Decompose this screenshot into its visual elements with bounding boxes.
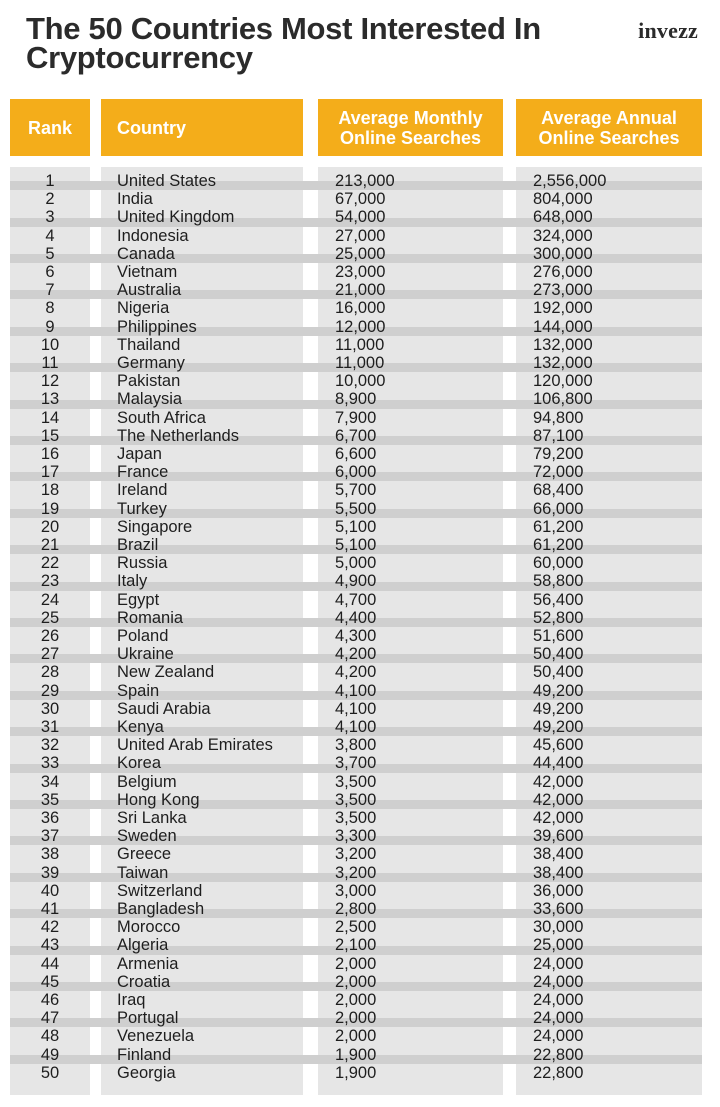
monthly-searches-cell: 3,000: [335, 881, 377, 900]
header-annual-searches: Average Annual Online Searches: [516, 99, 702, 156]
table-row: [0, 299, 720, 317]
monthly-searches-cell: 3,200: [335, 863, 377, 882]
table-row: [0, 718, 720, 736]
country-cell: Taiwan: [117, 863, 169, 882]
country-cell: Korea: [117, 754, 162, 773]
annual-searches-cell: 132,000: [533, 354, 593, 372]
header-monthly-searches: Average Monthly Online Searches: [318, 99, 503, 156]
country-cell: Morocco: [117, 918, 181, 937]
country-cell: Romania: [117, 608, 184, 627]
rank-cell: 2: [45, 190, 55, 209]
monthly-searches-cell: 3,500: [335, 809, 377, 827]
monthly-searches-cell: 213,000: [335, 172, 395, 190]
country-cell: Pakistan: [117, 372, 181, 391]
monthly-searches-cell: 2,000: [335, 972, 377, 991]
annual-searches-cell: 60,000: [533, 554, 584, 573]
country-cell: Japan: [117, 445, 162, 463]
rank-cell: 9: [45, 317, 55, 336]
rank-cell: 22: [40, 554, 60, 573]
table-row: [0, 190, 720, 208]
monthly-searches-cell: 23,000: [335, 263, 386, 281]
annual-searches-cell: 132,000: [533, 335, 593, 354]
annual-searches-cell: 106,800: [533, 390, 593, 409]
table-row: [0, 227, 720, 245]
annual-searches-cell: 39,600: [533, 827, 584, 846]
rank-cell: 18: [40, 481, 60, 500]
monthly-searches-cell: 2,000: [335, 954, 377, 973]
table-row: [0, 827, 720, 845]
monthly-searches-cell: 7,900: [335, 408, 377, 427]
monthly-searches-cell: 2,000: [335, 1027, 377, 1046]
rank-cell: 4: [45, 226, 55, 245]
table-row: [0, 518, 720, 536]
monthly-searches-cell: 27,000: [335, 226, 386, 245]
monthly-searches-cell: 4,100: [335, 681, 377, 700]
country-cell: United States: [117, 172, 217, 190]
monthly-searches-cell: 2,000: [335, 1009, 377, 1028]
country-cell: Egypt: [117, 590, 160, 609]
table-row: [0, 354, 720, 372]
table-row: [0, 791, 720, 809]
table-row: [0, 336, 720, 354]
monthly-searches-cell: 4,100: [335, 718, 377, 736]
annual-searches-cell: 22,800: [533, 1045, 584, 1064]
monthly-searches-cell: 6,700: [335, 426, 377, 445]
monthly-searches-cell: 3,700: [335, 754, 377, 773]
table-row: [0, 500, 720, 518]
country-cell: Philippines: [117, 317, 197, 336]
rank-cell: 30: [40, 699, 60, 718]
annual-searches-cell: 72,000: [533, 463, 584, 482]
annual-searches-cell: 50,400: [533, 663, 584, 682]
rank-cell: 15: [40, 426, 60, 445]
table-row: [0, 591, 720, 609]
table-row: [0, 809, 720, 827]
table-row: [0, 663, 720, 681]
rank-cell: 44: [40, 954, 60, 973]
rank-cell: 21: [40, 536, 60, 554]
table-row: [0, 845, 720, 863]
invezz-logo: invezz: [638, 18, 698, 43]
table-row: [0, 700, 720, 718]
rank-cell: 28: [40, 663, 60, 682]
table-row: [0, 991, 720, 1009]
rank-cell: 12: [40, 372, 60, 391]
country-cell: Thailand: [117, 335, 181, 354]
rank-cell: 13: [40, 390, 60, 409]
monthly-searches-cell: 3,300: [335, 827, 377, 846]
annual-searches-cell: 276,000: [533, 263, 593, 281]
monthly-searches-cell: 12,000: [335, 317, 386, 336]
monthly-searches-cell: 2,500: [335, 918, 377, 937]
rank-cell: 14: [40, 408, 60, 427]
country-cell: Georgia: [117, 1063, 176, 1082]
country-cell: Vietnam: [117, 263, 178, 281]
annual-searches-cell: 94,800: [533, 408, 584, 427]
monthly-searches-cell: 8,900: [335, 390, 377, 409]
monthly-searches-cell: 67,000: [335, 190, 386, 209]
annual-searches-cell: 66,000: [533, 499, 584, 518]
country-cell: Venezuela: [117, 1027, 195, 1046]
monthly-searches-cell: 16,000: [335, 299, 386, 318]
table-row: [0, 445, 720, 463]
country-cell: Kenya: [117, 718, 164, 736]
annual-searches-cell: 42,000: [533, 809, 584, 827]
table-row: [0, 554, 720, 572]
table-row: [0, 645, 720, 663]
table-row: [0, 172, 720, 190]
annual-searches-cell: 87,100: [533, 426, 584, 445]
annual-searches-cell: 24,000: [533, 991, 584, 1009]
table-row: [0, 427, 720, 445]
table-row: [0, 900, 720, 918]
annual-searches-cell: 61,200: [533, 536, 584, 554]
monthly-searches-cell: 4,100: [335, 699, 377, 718]
rank-cell: 19: [40, 499, 60, 518]
country-cell: Ireland: [117, 481, 168, 500]
header-country: Country: [101, 99, 303, 156]
monthly-searches-cell: 6,600: [335, 445, 377, 463]
country-cell: Germany: [117, 354, 185, 372]
rank-cell: 7: [45, 281, 55, 300]
table-row: [0, 463, 720, 481]
rank-cell: 33: [40, 754, 60, 773]
monthly-searches-cell: 2,100: [335, 936, 377, 955]
table-row: [0, 372, 720, 390]
country-cell: South Africa: [117, 408, 206, 427]
monthly-searches-cell: 2,000: [335, 991, 377, 1009]
rank-cell: 41: [40, 900, 60, 918]
country-cell: Sri Lanka: [117, 809, 187, 827]
annual-searches-cell: 24,000: [533, 1009, 584, 1028]
country-cell: Malaysia: [117, 390, 183, 409]
monthly-searches-cell: 25,000: [335, 244, 386, 263]
table-row: [0, 882, 720, 900]
rank-cell: 24: [40, 590, 60, 609]
monthly-searches-cell: 5,100: [335, 517, 377, 536]
country-cell: Canada: [117, 244, 175, 263]
monthly-searches-cell: 6,000: [335, 463, 377, 482]
monthly-searches-cell: 4,300: [335, 627, 377, 645]
monthly-searches-cell: 5,000: [335, 554, 377, 573]
rank-cell: 3: [45, 208, 55, 227]
country-cell: Singapore: [117, 517, 193, 536]
table-row: [0, 973, 720, 991]
annual-searches-cell: 2,556,000: [533, 172, 607, 190]
rank-cell: 10: [40, 335, 60, 354]
monthly-searches-cell: 2,800: [335, 900, 377, 918]
rank-cell: 45: [40, 972, 60, 991]
monthly-searches-cell: 1,900: [335, 1045, 377, 1064]
annual-searches-cell: 144,000: [533, 317, 593, 336]
country-cell: Iraq: [117, 991, 146, 1009]
monthly-searches-cell: 54,000: [335, 208, 386, 227]
annual-searches-cell: 36,000: [533, 881, 584, 900]
monthly-searches-cell: 4,200: [335, 645, 377, 664]
rank-cell: 32: [40, 736, 60, 755]
rank-cell: 17: [40, 463, 60, 482]
country-cell: India: [117, 190, 153, 209]
monthly-searches-cell: 21,000: [335, 281, 386, 300]
rank-cell: 8: [45, 299, 55, 318]
country-cell: Hong Kong: [117, 790, 200, 809]
country-cell: Greece: [117, 845, 172, 864]
table-row: [0, 1009, 720, 1027]
monthly-searches-cell: 5,100: [335, 536, 377, 554]
rank-cell: 38: [40, 845, 60, 864]
table-row: [0, 536, 720, 554]
country-cell: Australia: [117, 281, 182, 300]
rank-cell: 31: [40, 718, 60, 736]
table-row: [0, 208, 720, 226]
country-cell: Bangladesh: [117, 900, 205, 918]
annual-searches-cell: 24,000: [533, 972, 584, 991]
monthly-searches-cell: 3,200: [335, 845, 377, 864]
country-cell: New Zealand: [117, 663, 215, 682]
annual-searches-cell: 49,200: [533, 699, 584, 718]
rank-cell: 49: [40, 1045, 60, 1064]
country-cell: Turkey: [117, 499, 167, 518]
country-cell: France: [117, 463, 169, 482]
monthly-searches-cell: 3,500: [335, 772, 377, 791]
rank-cell: 46: [40, 991, 60, 1009]
annual-searches-cell: 300,000: [533, 244, 593, 263]
rank-cell: 26: [40, 627, 60, 645]
monthly-searches-cell: 4,900: [335, 572, 377, 591]
monthly-searches-cell: 3,800: [335, 736, 377, 755]
table-row: [0, 773, 720, 791]
rank-cell: 42: [40, 918, 60, 937]
annual-searches-cell: 42,000: [533, 790, 584, 809]
table-row: [0, 1046, 720, 1064]
annual-searches-cell: 24,000: [533, 1027, 584, 1046]
page-title: The 50 Countries Most Interested In Cryptocurrency: [26, 11, 541, 75]
table-row: [0, 627, 720, 645]
annual-searches-cell: 50,400: [533, 645, 584, 664]
rank-cell: 5: [45, 244, 55, 263]
annual-searches-cell: 804,000: [533, 190, 593, 209]
monthly-searches-cell: 5,700: [335, 481, 377, 500]
rank-cell: 20: [40, 517, 60, 536]
table-row: [0, 609, 720, 627]
country-cell: Finland: [117, 1045, 172, 1064]
country-cell: Poland: [117, 627, 169, 645]
monthly-searches-cell: 1,900: [335, 1063, 377, 1082]
table-row: [0, 1027, 720, 1045]
rank-cell: 35: [40, 790, 60, 809]
table-row: [0, 245, 720, 263]
annual-searches-cell: 51,600: [533, 627, 584, 645]
table-row: [0, 918, 720, 936]
country-cell: The Netherlands: [117, 426, 239, 445]
country-cell: Nigeria: [117, 299, 170, 318]
rank-cell: 48: [40, 1027, 60, 1046]
rank-cell: 34: [40, 772, 60, 791]
table-row: [0, 318, 720, 336]
rank-cell: 23: [40, 572, 60, 591]
annual-searches-cell: 61,200: [533, 517, 584, 536]
table-row: [0, 481, 720, 499]
annual-searches-cell: 45,600: [533, 736, 584, 755]
country-cell: Croatia: [117, 972, 171, 991]
monthly-searches-cell: 4,700: [335, 590, 377, 609]
table-row: [0, 736, 720, 754]
annual-searches-cell: 56,400: [533, 590, 584, 609]
monthly-searches-cell: 11,000: [335, 335, 385, 354]
annual-searches-cell: 52,800: [533, 608, 584, 627]
annual-searches-cell: 648,000: [533, 208, 593, 227]
country-cell: Spain: [117, 681, 160, 700]
rank-cell: 47: [40, 1009, 60, 1028]
country-cell: Italy: [117, 572, 148, 591]
table-row: [0, 409, 720, 427]
annual-searches-cell: 68,400: [533, 481, 584, 500]
annual-searches-cell: 120,000: [533, 372, 593, 391]
table-row: [0, 572, 720, 590]
annual-searches-cell: 30,000: [533, 918, 584, 937]
annual-searches-cell: 324,000: [533, 226, 593, 245]
monthly-searches-cell: 3,500: [335, 790, 377, 809]
table-row: [0, 864, 720, 882]
country-cell: Portugal: [117, 1009, 179, 1028]
rank-cell: 43: [40, 936, 60, 955]
annual-searches-cell: 33,600: [533, 900, 584, 918]
rank-cell: 11: [41, 354, 59, 372]
annual-searches-cell: 24,000: [533, 954, 584, 973]
annual-searches-cell: 58,800: [533, 572, 584, 591]
rank-cell: 29: [40, 681, 60, 700]
table-row: [0, 955, 720, 973]
annual-searches-cell: 273,000: [533, 281, 593, 300]
rank-cell: 6: [45, 263, 55, 281]
country-cell: Brazil: [117, 536, 159, 554]
annual-searches-cell: 49,200: [533, 718, 584, 736]
monthly-searches-cell: 11,000: [335, 354, 385, 372]
annual-searches-cell: 44,400: [533, 754, 584, 773]
table-row: [0, 936, 720, 954]
table-row: [0, 1064, 720, 1082]
rank-cell: 37: [40, 827, 60, 846]
rank-cell: 36: [40, 809, 60, 827]
annual-searches-cell: 25,000: [533, 936, 584, 955]
country-cell: Algeria: [117, 936, 169, 955]
country-cell: Sweden: [117, 827, 177, 846]
rank-cell: 25: [40, 608, 60, 627]
rank-cell: 16: [40, 445, 60, 463]
country-cell: Armenia: [117, 954, 179, 973]
annual-searches-cell: 38,400: [533, 863, 584, 882]
monthly-searches-cell: 10,000: [335, 372, 386, 391]
country-cell: United Arab Emirates: [117, 736, 273, 755]
table-row: [0, 754, 720, 772]
country-cell: Saudi Arabia: [117, 699, 211, 718]
monthly-searches-cell: 4,200: [335, 663, 377, 682]
table-row: [0, 281, 720, 299]
table-row: [0, 682, 720, 700]
header-rank: Rank: [10, 99, 90, 156]
country-cell: Indonesia: [117, 226, 189, 245]
rank-cell: 1: [45, 172, 55, 190]
country-cell: United Kingdom: [117, 208, 235, 227]
country-cell: Russia: [117, 554, 168, 573]
monthly-searches-cell: 4,400: [335, 608, 377, 627]
table-row: [0, 390, 720, 408]
country-cell: Belgium: [117, 772, 177, 791]
country-cell: Switzerland: [117, 881, 203, 900]
rank-cell: 39: [40, 863, 60, 882]
table-row: [0, 263, 720, 281]
annual-searches-cell: 49,200: [533, 681, 584, 700]
rank-cell: 27: [40, 645, 60, 664]
monthly-searches-cell: 5,500: [335, 499, 377, 518]
annual-searches-cell: 42,000: [533, 772, 584, 791]
country-cell: Ukraine: [117, 645, 174, 664]
rank-cell: 40: [40, 881, 60, 900]
rank-cell: 50: [40, 1063, 60, 1082]
annual-searches-cell: 38,400: [533, 845, 584, 864]
annual-searches-cell: 79,200: [533, 445, 584, 463]
annual-searches-cell: 22,800: [533, 1063, 584, 1082]
annual-searches-cell: 192,000: [533, 299, 593, 318]
